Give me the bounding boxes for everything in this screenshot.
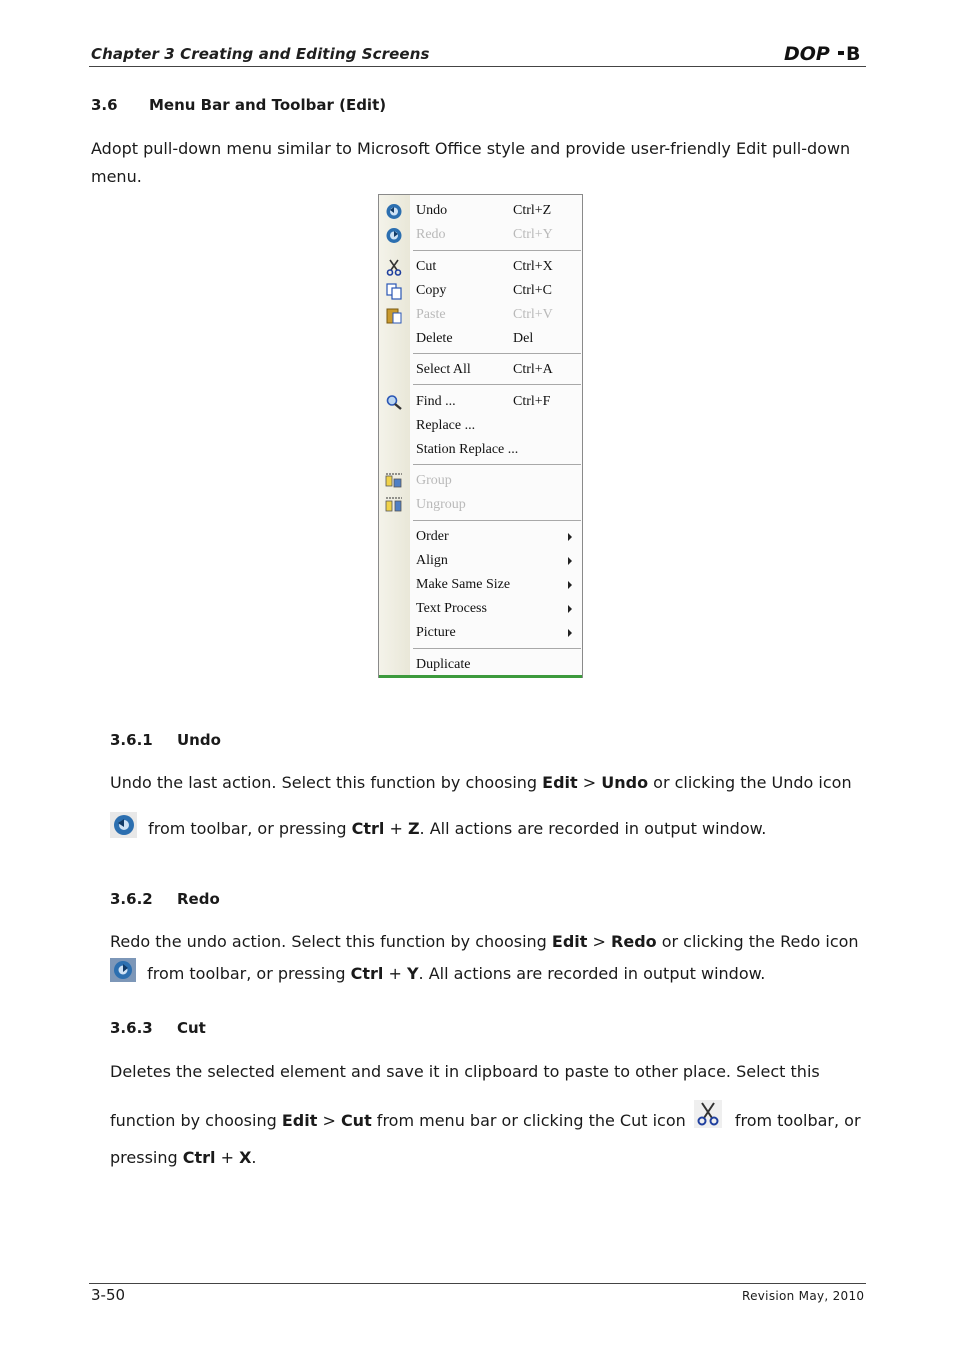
ungroup-icon bbox=[385, 497, 403, 514]
menu-item-redo[interactable]: Redo Ctrl+Y bbox=[379, 224, 582, 246]
menu-separator bbox=[413, 353, 581, 354]
undo-paragraph-line2: from toolbar, or pressing Ctrl + Z. All actions are recorded in output window. bbox=[110, 812, 870, 843]
undo-icon bbox=[385, 203, 403, 220]
menu-item-text-process[interactable]: Text Process bbox=[379, 598, 582, 620]
undo-icon bbox=[110, 812, 137, 838]
menu-item-ungroup[interactable]: Ungroup bbox=[379, 494, 582, 516]
menu-bottom-border bbox=[379, 675, 582, 678]
menu-item-make-same-size[interactable]: Make Same Size bbox=[379, 574, 582, 596]
submenu-arrow-icon bbox=[568, 533, 572, 541]
footer-rule bbox=[89, 1283, 866, 1284]
redo-paragraph-line2: from toolbar, or pressing Ctrl + Y. All actions are recorded in output window. bbox=[110, 958, 870, 988]
menu-separator bbox=[413, 520, 581, 521]
redo-icon bbox=[385, 227, 403, 244]
menu-item-replace[interactable]: Replace ... bbox=[416, 418, 476, 433]
header-rule bbox=[89, 66, 866, 67]
menu-item-undo[interactable]: Undo Ctrl+Z bbox=[379, 200, 582, 222]
redo-heading: 3.6.2 Redo bbox=[110, 890, 220, 908]
menu-separator bbox=[413, 464, 581, 465]
page-number: 3-50 bbox=[91, 1286, 126, 1304]
submenu-arrow-icon bbox=[568, 557, 572, 565]
undo-heading: 3.6.1 Undo bbox=[110, 731, 221, 749]
menu-item-select-all[interactable]: Select All Ctrl+A bbox=[416, 362, 553, 377]
cut-icon bbox=[385, 259, 403, 276]
submenu-arrow-icon bbox=[568, 629, 572, 637]
menu-item-copy[interactable]: Copy Ctrl+C bbox=[379, 280, 582, 302]
copy-icon bbox=[385, 283, 403, 300]
cut-paragraph-line2: function by choosing Edit > Cut from menu bar or clicking the Cut icon from toolbar, or bbox=[110, 1100, 890, 1135]
menu-item-station-replace[interactable]: Station Replace ... bbox=[416, 442, 519, 457]
svg-text:DOP: DOP bbox=[784, 43, 830, 65]
section-number: 3.6 bbox=[91, 96, 118, 114]
menu-item-delete[interactable]: Delete Del bbox=[416, 331, 534, 346]
menu-item-duplicate[interactable]: Duplicate bbox=[416, 657, 471, 672]
paste-icon bbox=[385, 307, 403, 324]
undo-paragraph-line1: Undo the last action. Select this function by choosing Edit > Undo or clicking the Undo icon bbox=[110, 773, 852, 792]
submenu-arrow-icon bbox=[568, 605, 572, 613]
cut-heading: 3.6.3 Cut bbox=[110, 1019, 206, 1037]
menu-item-paste[interactable]: Paste Ctrl+V bbox=[379, 304, 582, 326]
menu-separator bbox=[413, 384, 581, 385]
menu-item-cut[interactable]: Cut Ctrl+X bbox=[379, 256, 582, 278]
edit-menu bbox=[378, 194, 583, 678]
submenu-arrow-icon bbox=[568, 581, 572, 589]
menu-separator bbox=[413, 648, 581, 649]
menu-item-align[interactable]: Align bbox=[379, 550, 582, 572]
svg-text:B: B bbox=[846, 43, 861, 65]
dop-b-logo bbox=[782, 41, 866, 65]
group-icon bbox=[385, 473, 403, 490]
menu-item-group[interactable]: Group bbox=[379, 470, 582, 492]
menu-item-picture[interactable]: Picture bbox=[379, 622, 582, 644]
find-icon bbox=[385, 394, 403, 411]
cut-icon bbox=[694, 1100, 722, 1128]
cut-paragraph-line3: pressing Ctrl + X. bbox=[110, 1148, 257, 1167]
menu-item-order[interactable]: Order bbox=[379, 526, 582, 548]
section-intro: Adopt pull-down menu similar to Microsoft Office style and provide user-friendly Edit pull-down menu. bbox=[91, 139, 851, 186]
section-title: Menu Bar and Toolbar (Edit) bbox=[149, 96, 387, 114]
section-heading bbox=[91, 96, 386, 114]
chapter-title: Chapter 3 Creating and Editing Screens bbox=[91, 45, 430, 63]
cut-paragraph-line1: Deletes the selected element and save it in clipboard to paste to other place. Select this bbox=[110, 1062, 820, 1081]
redo-icon bbox=[110, 958, 136, 982]
revision-text: Revision May, 2010 bbox=[742, 1289, 865, 1303]
menu-separator bbox=[413, 250, 581, 251]
redo-paragraph-line1: Redo the undo action. Select this function by choosing Edit > Redo or clicking the Redo icon bbox=[110, 932, 859, 951]
menu-item-find[interactable]: Find ... Ctrl+F bbox=[379, 391, 582, 413]
